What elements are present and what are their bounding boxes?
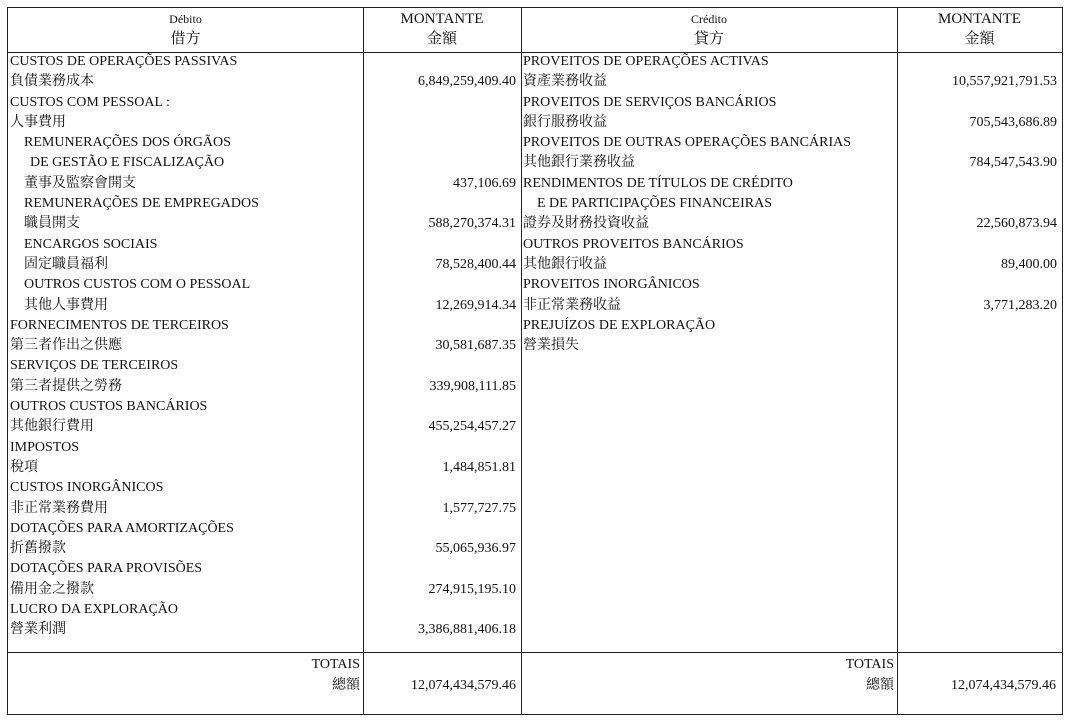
line-item-amount [898,235,1062,255]
line-item-text: REMUNERAÇÕES DE EMPREGADOS [24,196,259,212]
line-item-amount [364,52,521,72]
header-amount-pt: MONTANTE [938,11,1021,27]
line-item-text: 銀行服務收益 [523,114,607,130]
line-item-amount [898,275,1062,295]
line-item-amount [364,397,521,417]
line-item-amount [898,52,1062,72]
line-item-text: 折舊撥款 [10,541,66,557]
debit-label-column [10,52,362,641]
line-item-label [10,93,362,113]
line-item-label [10,113,362,133]
line-item-label [10,499,362,519]
line-item-amount [898,174,1062,194]
line-item-amount [364,356,521,376]
totals-divider [8,652,1062,653]
header-credit [521,8,897,52]
line-item-label [10,275,362,295]
line-item-amount: 455,254,457.27 [428,419,516,435]
line-item-text: 職員開支 [24,216,80,232]
header-amount-zh: 金額 [426,31,457,47]
line-item-text: 固定職員福利 [24,256,108,272]
line-item-text: 董事及監察會開支 [24,175,136,191]
line-item-text: 負債業務成本 [10,74,94,90]
line-item-amount [364,559,521,579]
line-item-label [10,133,362,153]
line-item-label [523,72,895,92]
line-item-text: 非正常業務收益 [523,297,621,313]
line-item-text: 人事費用 [10,114,66,130]
credit-totals-label-pt: TOTAIS [845,657,894,672]
line-item-label [10,377,362,397]
line-item-text: PREJUÍZOS DE EXPLORAÇÃO [523,317,716,333]
line-item-label [10,194,362,214]
header-debit-zh: 借方 [170,31,201,47]
line-item-amount: 10,557,921,791.53 [952,74,1057,90]
line-item-amount: 705,543,686.89 [969,114,1057,130]
line-item-text: LUCRO DA EXPLORAÇÃO [10,602,179,618]
line-item-amount [364,194,521,214]
line-item-label [10,478,362,498]
line-item-amount [364,113,521,133]
line-item-text: 第三者作出之供應 [10,338,122,354]
line-item-text: DOTAÇÕES PARA AMORTIZAÇÕES [10,520,234,536]
line-item-label [10,153,362,173]
header-amount-pt: MONTANTE [400,11,484,27]
line-item-amount: 1,577,727.75 [442,500,516,516]
line-item-amount: 30,581,687.35 [435,338,516,354]
line-item-label [10,174,362,194]
line-item-text: 其他銀行收益 [523,256,607,272]
line-item-label [523,133,895,153]
line-item-text: DOTAÇÕES PARA PROVISÕES [10,561,203,577]
line-item-amount: 588,270,374.31 [428,216,516,232]
header-credit-pt: Crédito [691,12,727,26]
line-item-text: IMPOSTOS [10,439,79,455]
line-item-label [523,255,895,275]
header-credit-amount [897,8,1062,52]
line-item-amount: 274,915,195.10 [428,581,516,597]
line-item-label [523,52,895,72]
line-item-label [10,417,362,437]
line-item-text: OUTROS PROVEITOS BANCÁRIOS [523,236,744,252]
header-debit [8,8,363,52]
line-item-amount [898,194,1062,214]
debit-amount-column [364,52,521,641]
line-item-label [10,539,362,559]
line-item-amount: 3,386,881,406.18 [418,622,516,638]
line-item-text: 證券及財務投資收益 [523,216,649,232]
line-item-amount: 12,269,914.34 [435,297,516,313]
line-item-text: 營業利潤 [10,622,66,638]
line-item-text: RENDIMENTOS DE TÍTULOS DE CRÉDITO [523,175,793,191]
line-item-amount: 437,106.69 [453,175,516,191]
line-item-text: PROVEITOS DE OUTRAS OPERAÇÕES BANCÁRIAS [523,135,852,151]
line-item-label [10,559,362,579]
line-item-label [523,214,895,234]
profit-loss-statement [7,7,1063,715]
line-item-label [523,336,895,356]
line-item-text: 第三者提供之勞務 [10,378,122,394]
line-item-label [523,235,895,255]
line-item-text: 資產業務收益 [523,74,607,90]
line-item-text: 其他銀行業務收益 [523,155,635,171]
line-item-amount: 784,547,543.90 [969,155,1057,171]
line-item-amount: 89,400.00 [1001,256,1057,272]
line-item-text: 稅項 [10,459,38,475]
line-item-amount [364,133,521,153]
line-item-label [10,72,362,92]
line-item-label [523,153,895,173]
line-item-amount [364,235,521,255]
line-item-label [10,336,362,356]
line-item-text: REMUNERAÇÕES DOS ÓRGÃOS [24,135,231,151]
line-item-label [523,194,895,214]
line-item-label [523,316,895,336]
line-item-label [10,316,362,336]
line-item-amount [364,316,521,336]
line-item-text: E DE PARTICIPAÇÕES FINANCEIRAS [537,196,772,212]
credit-total-amount: 12,074,434,579.46 [951,678,1056,693]
header-debit-amount [363,8,521,52]
line-item-label [10,600,362,620]
line-item-amount: 339,908,111.85 [429,378,516,394]
line-item-label [523,296,895,316]
line-item-amount [364,600,521,620]
line-item-label [10,235,362,255]
header-credit-zh: 貸方 [693,31,724,47]
line-item-label [10,438,362,458]
line-item-text: ENCARGOS SOCIAIS [24,236,158,252]
line-item-label [10,52,362,72]
line-item-text: 其他人事費用 [24,297,108,313]
line-item-text: PROVEITOS INORGÂNICOS [523,277,700,293]
credit-amount-column [898,52,1062,356]
header-amount-zh: 金額 [964,31,995,47]
line-item-amount [898,336,1062,356]
debit-total-amount: 12,074,434,579.46 [411,678,516,693]
line-item-amount: 1,484,851.81 [442,459,516,475]
line-item-label [10,214,362,234]
debit-totals-label-zh: 總額 [332,678,360,693]
line-item-text: DE GESTÃO E FISCALIZAÇÃO [30,155,225,171]
line-item-text: 其他銀行費用 [10,419,94,435]
header-debit-pt: Débito [169,12,202,26]
line-item-label [10,296,362,316]
line-item-label [10,397,362,417]
line-item-text: 非正常業務費用 [10,500,108,516]
line-item-amount [898,316,1062,336]
debit-totals-label-pt: TOTAIS [311,657,360,672]
line-item-amount: 3,771,283.20 [983,297,1057,313]
credit-totals-label-zh: 總額 [866,678,894,693]
line-item-amount [364,478,521,498]
line-item-amount [898,133,1062,153]
line-item-label [10,620,362,640]
line-item-text: CUSTOS INORGÂNICOS [10,480,164,496]
line-item-amount: 55,065,936.97 [435,541,516,557]
line-item-amount: 22,560,873.94 [976,216,1057,232]
line-item-amount [898,93,1062,113]
column-divider [521,8,522,714]
line-item-label [523,174,895,194]
line-item-amount: 6,849,259,409.40 [418,74,516,90]
line-item-amount [364,519,521,539]
line-item-label [523,275,895,295]
line-item-amount [364,275,521,295]
line-item-label [523,113,895,133]
line-item-amount: 78,528,400.44 [435,256,516,272]
line-item-text: CUSTOS COM PESSOAL : [10,94,170,110]
line-item-text: OUTROS CUSTOS BANCÁRIOS [10,399,208,415]
line-item-text: OUTROS CUSTOS COM O PESSOAL [24,277,251,293]
line-item-text: 營業損失 [523,338,579,354]
line-item-label [10,458,362,478]
line-item-text: PROVEITOS DE SERVIÇOS BANCÁRIOS [523,94,777,110]
credit-label-column [523,52,895,356]
line-item-amount [364,93,521,113]
line-item-text: SERVIÇOS DE TERCEIROS [10,358,179,374]
line-item-label [10,580,362,600]
line-item-label [10,519,362,539]
line-item-amount [364,153,521,173]
line-item-label [10,255,362,275]
line-item-text: FORNECIMENTOS DE TERCEIROS [10,317,229,333]
line-item-label [10,356,362,376]
line-item-text: CUSTOS DE OPERAÇÕES PASSIVAS [10,54,238,69]
line-item-text: PROVEITOS DE OPERAÇÕES ACTIVAS [523,54,769,69]
line-item-label [523,93,895,113]
line-item-amount [364,438,521,458]
line-item-text: 備用金之撥款 [10,581,94,597]
